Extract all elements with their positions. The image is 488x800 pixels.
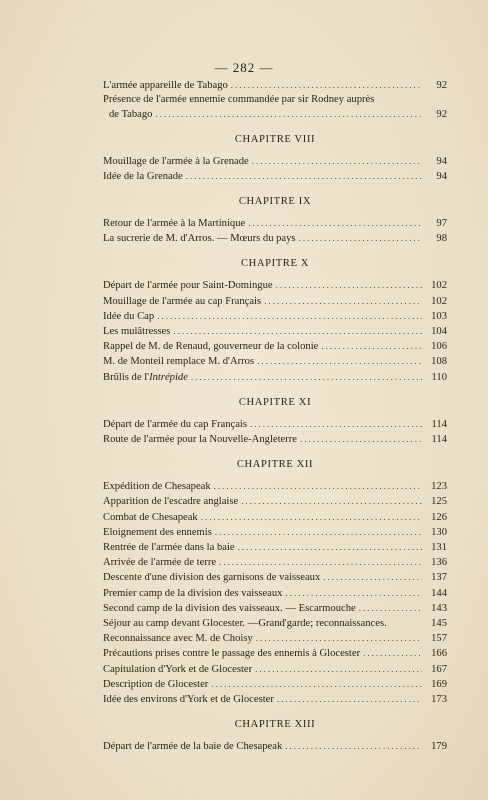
toc-entry (103, 616, 447, 631)
toc-entry-title-text: Description de Glocester (103, 678, 209, 690)
toc-entry-page-number: 98 (436, 233, 447, 245)
toc-entry-title (103, 693, 274, 707)
toc-entry-title (103, 155, 249, 169)
dot-leader (252, 154, 422, 168)
toc-entry-title (103, 678, 208, 692)
toc-entry-title (103, 79, 228, 93)
toc-entry-title-text: Reconnaissance avec M. de Choisy (103, 633, 253, 645)
dot-leader (323, 570, 422, 584)
toc-entry-title (103, 310, 154, 324)
toc-entry-title-text: Mouillage de l'armée à la Grenade (103, 155, 249, 167)
toc-entry-title (103, 418, 247, 432)
toc-entry (103, 525, 447, 540)
toc-entry-title (103, 170, 183, 184)
toc-entry-title-text: Arrivée de l'armée de terre (103, 557, 217, 569)
toc-entry (103, 646, 447, 661)
toc-entry-title-text: Rentrée de l'armée dans la baie (103, 542, 235, 554)
toc-entry-title-text: Apparition de l'escadre anglaise (103, 496, 239, 508)
dot-leader (285, 739, 422, 753)
toc-entry (103, 555, 447, 570)
toc-entry-title-text: Eloignement des ennemis (103, 526, 212, 538)
toc-entry (103, 570, 447, 585)
dot-leader (157, 309, 422, 323)
chapter-heading: CHAPITRE XI (238, 396, 312, 408)
dot-leader (215, 525, 422, 539)
dot-leader (214, 479, 422, 493)
toc-entry-title-text: Expédition de Chesapeak (103, 481, 211, 493)
toc-entry-page-number: 179 (431, 741, 447, 753)
dot-leader (250, 417, 422, 431)
toc-entry (103, 432, 447, 447)
toc-entry-title-italic: Intrépide (149, 371, 188, 383)
toc-entry-title-text: Route de l'armée pour la Nouvelle-Angleterre (103, 434, 297, 446)
toc-entry (103, 370, 447, 385)
toc-entry-page-number: 102 (431, 295, 447, 307)
dot-leader (238, 540, 422, 554)
toc-entry (103, 540, 447, 555)
toc-entry-page-number: 173 (431, 694, 447, 706)
toc-entry-title-text: La sucrerie de M. d'Arros. — Mœurs du pays (103, 233, 296, 245)
dot-leader (264, 294, 422, 308)
toc-entry-page-number: 104 (431, 326, 447, 338)
toc-entry (103, 339, 447, 354)
toc-entry-title (103, 295, 261, 309)
toc-entry-title (103, 217, 245, 231)
toc-entry-title-text: Idée de la Grenade (103, 170, 183, 182)
toc-entry-page-number: 114 (431, 434, 447, 446)
toc-entry-title-text: Précautions prises contre le passage des ennemis à Glocester (103, 648, 361, 660)
toc-entry-title-text: de Tabago (109, 109, 153, 121)
toc-entry-title-text: Premier camp de la division des vaisseaux (103, 587, 283, 599)
toc-entry-title (103, 526, 212, 540)
dot-leader (256, 631, 422, 645)
toc-entry (103, 93, 447, 122)
dot-leader (363, 646, 422, 660)
chapter-heading: CHAPITRE VIII (234, 133, 316, 145)
toc-entry-title (103, 647, 360, 661)
toc-entry (103, 216, 447, 231)
toc-entry-page-number: 92 (436, 109, 447, 121)
toc-entry-page-number: 157 (431, 633, 447, 645)
dot-leader (241, 494, 422, 508)
toc-entry-title-text: Rappel de M. de Renaud, gouverneur de la colonie (103, 341, 319, 353)
toc-entry-title (103, 541, 235, 555)
toc-entry-title (103, 279, 273, 293)
dot-leader (155, 107, 422, 121)
toc-entry-page-number: 145 (431, 618, 447, 630)
toc-entry (103, 739, 447, 754)
toc-entry-title (103, 602, 356, 616)
toc-entry-page-number: 114 (431, 418, 447, 430)
chapter-heading: CHAPITRE X (240, 258, 310, 270)
toc-entry (103, 494, 447, 509)
toc-entry-page-number: 126 (431, 511, 447, 523)
toc-entry (103, 601, 447, 616)
toc-entry-title (103, 556, 216, 570)
toc-entry-page-number: 123 (431, 481, 447, 493)
toc-entry-title (103, 663, 252, 677)
toc-entry-page-number: 92 (436, 80, 447, 91)
toc-entry-page-number: 102 (431, 280, 447, 292)
dot-leader (211, 677, 422, 691)
toc-entry (103, 586, 447, 601)
toc-entry-page-number: 136 (431, 557, 447, 569)
page-number: — 282 — (214, 60, 274, 75)
toc-entry-title-text: Idée des environs d'York et de Glocester (103, 694, 274, 706)
toc-entry-title-text: M. de Monteil remplace M. d'Arros (103, 356, 255, 368)
toc-entry-title (103, 511, 198, 525)
toc-entry-page-number: 144 (431, 587, 447, 599)
dot-leader (173, 324, 422, 338)
toc-entry-title (103, 355, 254, 369)
toc-entry (103, 169, 447, 184)
toc-entry-title-text: Les mulâtresses (103, 326, 171, 338)
toc-entry-page-number: 94 (436, 155, 447, 167)
toc-entry-page-number: 108 (431, 356, 447, 368)
toc-entry-page-number: 143 (431, 602, 447, 614)
toc-entry (103, 510, 447, 525)
toc-entry-title (103, 571, 320, 585)
dot-leader (359, 601, 422, 615)
chapter-heading: CHAPITRE XII (236, 459, 314, 471)
dot-leader (231, 78, 422, 92)
toc-entry-page-number: 131 (431, 542, 447, 554)
toc-entry-title-text: L'armée appareille de Tabago (103, 80, 228, 91)
toc-entry-title-text: Second camp de la division des vaisseaux. — Escarmouche (103, 602, 356, 614)
toc-entry-page-number: 166 (431, 648, 447, 660)
table-of-contents (103, 78, 447, 755)
toc-entry-title (103, 433, 297, 447)
dot-leader (255, 662, 422, 676)
toc-entry-title (103, 740, 282, 754)
dot-leader (277, 692, 422, 706)
toc-entry-title (103, 632, 253, 646)
toc-entry (103, 677, 447, 692)
dot-leader (191, 370, 422, 384)
chapter-heading: CHAPITRE IX (238, 196, 312, 208)
toc-entry-title-line: Présence de l'armée ennemie commandée par sir Rodney auprès (103, 94, 375, 106)
toc-entry (103, 231, 447, 246)
toc-entry-page-number: 97 (436, 218, 447, 230)
toc-entry-title (103, 587, 282, 601)
toc-entry-title (103, 480, 211, 494)
toc-entry-title-text: Idée du Cap (103, 310, 155, 322)
toc-entry (103, 631, 447, 646)
toc-entry (103, 278, 447, 293)
toc-entry (103, 154, 447, 169)
toc-entry-title (103, 371, 188, 385)
dot-leader (257, 354, 422, 368)
toc-entry-title-text: Combat de Chesapeak (103, 511, 198, 523)
dot-leader (300, 432, 422, 446)
chapter-heading: CHAPITRE XIII (234, 719, 316, 731)
dot-leader (285, 586, 422, 600)
toc-entry-title-text: Descente d'une division des garnisons de vaisseaux (103, 572, 321, 584)
dot-leader (186, 169, 422, 183)
toc-entry-page-number: 103 (431, 310, 447, 322)
toc-entry (103, 692, 447, 707)
dot-leader (201, 510, 422, 524)
toc-entry (103, 479, 447, 494)
toc-entry (103, 78, 447, 93)
toc-entry (103, 662, 447, 677)
toc-entry-title-text: Départ de l'armée du cap Français (103, 418, 247, 430)
toc-entry-title (103, 232, 296, 246)
toc-entry-title-text: Mouillage de l'armée au cap Français (103, 295, 262, 307)
toc-entry-page-number: 169 (431, 678, 447, 690)
dot-leader (219, 555, 422, 569)
toc-entry (103, 354, 447, 369)
toc-entry-title-text: Séjour au camp devant Glocester. —Grand'garde; reconnaissances. (103, 618, 387, 630)
toc-entry-page-number: 167 (431, 663, 447, 675)
toc-entry-title-text: Brûlis de l' (103, 371, 150, 383)
toc-entry-page-number: 106 (431, 341, 447, 353)
toc-entry-title-text: Capitulation d'York et de Glocester (103, 663, 253, 675)
toc-entry-title-text: Départ de l'armée pour Saint-Domingue (103, 280, 273, 292)
toc-entry-page-number: 130 (431, 526, 447, 538)
dot-leader (321, 339, 422, 353)
dot-leader (276, 278, 422, 292)
toc-entry-title (103, 617, 387, 631)
dot-leader (299, 231, 422, 245)
toc-entry (103, 294, 447, 309)
dot-leader (248, 216, 422, 230)
toc-entry-title-text: Retour de l'armée à la Martinique (103, 218, 246, 230)
toc-entry-title (109, 108, 152, 122)
toc-entry-title-text: Départ de l'armée de la baie de Chesapeak (103, 741, 283, 753)
toc-entry-title (103, 325, 170, 339)
toc-entry-page-number: 125 (431, 496, 447, 508)
toc-entry-title (103, 340, 318, 354)
toc-entry-page-number: 94 (436, 170, 447, 182)
toc-entry-page-number: 110 (431, 371, 447, 383)
toc-entry (103, 324, 447, 339)
toc-entry (103, 417, 447, 432)
toc-entry (103, 309, 447, 324)
toc-entry-title (103, 495, 238, 509)
toc-entry-page-number: 137 (431, 572, 447, 584)
